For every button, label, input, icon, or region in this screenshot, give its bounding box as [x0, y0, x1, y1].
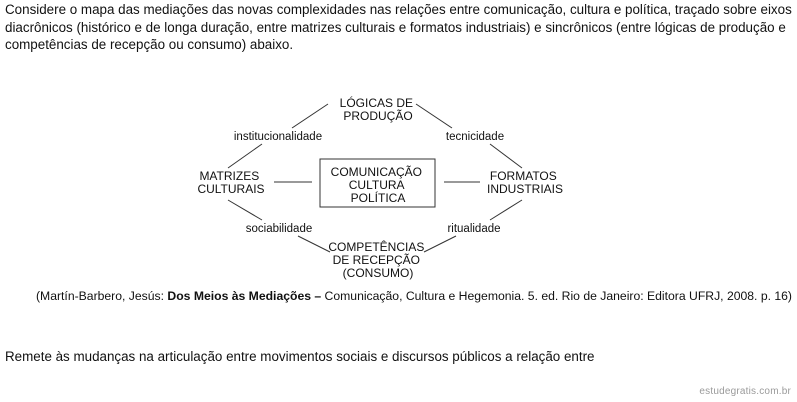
intro-paragraph: Considere o mapa das mediações das novas complexidades nas relações entre comunicação, cultura e política, traçado sobre eixos diacrônicos (histórico e de longa duração, entre matrizes culturais e formatos industriais) e sincrônicos (entre lógicas de produção e competências de recepção ou consumo) abaixo. — [5, 2, 792, 52]
citation — [0, 289, 792, 303]
center-line-2: CULTURA — [348, 178, 404, 192]
top-node-line-2: PRODUÇÃO — [343, 109, 413, 123]
svg-text:COMUNICAÇÃO CULTURA PO — [331, 165, 426, 205]
svg-text:COMPETÊNCIAS DE RECEPÇÃO — [328, 239, 427, 280]
svg-text:LÓGICAS DE PRODUÇÃO — [340, 95, 417, 123]
right-node-line-1: FORMATOS — [489, 169, 557, 183]
connector-bottom-right — [424, 236, 456, 252]
citation-rest: Comunicação, Cultura e Hegemonia. 5. ed. Rio de Janeiro: Editora UFRJ, 2008. p. 16) — [321, 289, 792, 303]
connector-left-top — [228, 144, 262, 168]
edge-ritualidade: ritualidade — [447, 223, 501, 235]
center-line-3: POLÍTICA — [350, 191, 406, 205]
connector-right-bottom — [490, 200, 522, 220]
svg-text:FORMATOS INDUSTRIAIS — [487, 169, 563, 196]
svg-text:MATRIZES CULTURAIS — [197, 169, 264, 196]
bottom-node-line-2: DE RECEPÇÃO — [332, 253, 421, 267]
connector-bottom-left — [298, 236, 330, 252]
citation-open: (Martín-Barbero, Jesús: — [36, 289, 168, 303]
center-line-1: COMUNICAÇÃO — [330, 165, 422, 179]
connector-left-bottom — [228, 200, 262, 220]
right-node-line-2: INDUSTRIAIS — [486, 182, 564, 196]
edge-sociabilidade: sociabilidade — [245, 223, 313, 235]
top-node-line-1: LÓGICAS DE — [339, 96, 414, 110]
left-node-line-1: MATRIZES — [199, 169, 260, 183]
question-text: Remete às mudanças na articulação entre movimentos sociais e discursos públicos a relação entre — [5, 349, 595, 364]
bottom-node-line-3: (CONSUMO) — [342, 266, 414, 280]
left-node-line-2: CULTURAIS — [197, 182, 265, 196]
connector-top-left — [292, 104, 328, 128]
edge-tecnicidade: tecnicidade — [445, 131, 505, 143]
connector-top-right — [416, 104, 452, 128]
edge-institucionalidade: institucionalidade — [233, 131, 323, 143]
citation-title: Dos Meios às Mediações – — [167, 289, 322, 303]
watermark: estudegratis.com.br — [699, 386, 791, 397]
connector-right-top — [490, 144, 522, 168]
bottom-node-line-1: COMPETÊNCIAS — [328, 240, 425, 254]
